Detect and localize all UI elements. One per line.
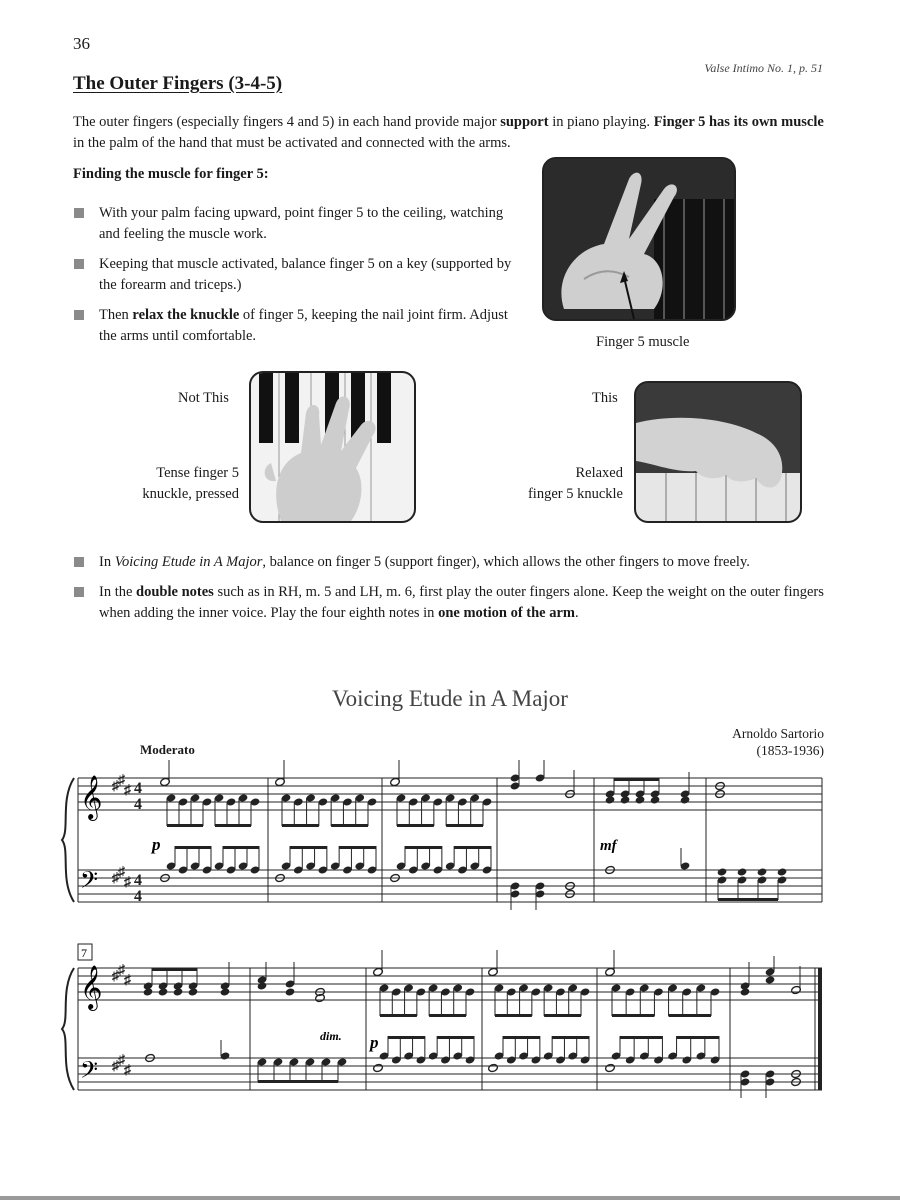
svg-text:4: 4	[134, 872, 142, 889]
note-beam	[614, 778, 659, 781]
note-beam	[552, 1036, 589, 1039]
list-item: In the double notes such as in RH, m. 5 and LH, m. 6, first play the outer fingers alone. Keep the weight on the outer fingers when adding the inner voice. Play the four eighth notes in one motion of the arm.	[73, 582, 825, 624]
svg-text:4: 4	[134, 888, 142, 905]
this-caption: Relaxed finger 5 knuckle	[527, 465, 623, 502]
tempo-marking: Moderato	[140, 742, 195, 757]
note-beam	[544, 1014, 581, 1017]
bass-clef-icon: 𝄢	[80, 1056, 99, 1089]
svg-text:4: 4	[134, 796, 142, 813]
svg-text:dim.: dim.	[320, 1029, 342, 1043]
tips-list	[73, 552, 825, 633]
svg-text:♯: ♯	[124, 1063, 131, 1078]
not-this-caption: Tense finger 5 knuckle, pressed	[142, 465, 239, 502]
score-system-1	[62, 760, 822, 910]
note-head	[285, 987, 296, 996]
list-item: In Voicing Etude in A Major, balance on finger 5 (support finger), which allows the other fingers to move freely.	[73, 552, 825, 573]
note-beam	[718, 898, 778, 901]
square-bullet-icon	[74, 310, 84, 320]
music-score	[0, 750, 900, 1190]
svg-text:♯: ♯	[112, 1059, 119, 1074]
svg-text:♯: ♯	[112, 779, 119, 794]
note-beam	[380, 1014, 417, 1017]
treble-clef-icon: 𝄞	[80, 965, 103, 1009]
svg-text:♯: ♯	[124, 875, 131, 890]
finger-muscle-photo	[542, 157, 736, 321]
note-head	[605, 1063, 616, 1072]
list-item: Then relax the knuckle of finger 5, keeping the nail joint firm. Adjust the arms until comfortable.	[73, 305, 513, 347]
note-head	[757, 867, 768, 876]
note-beam	[495, 1014, 532, 1017]
note-beam	[669, 1014, 711, 1017]
note-head	[765, 975, 776, 984]
note-beam	[331, 824, 368, 827]
page-edge	[0, 1196, 900, 1200]
note-beam	[677, 1036, 719, 1039]
note-head	[717, 867, 728, 876]
note-beam	[454, 846, 491, 849]
note-head	[373, 1063, 384, 1072]
note-beam	[215, 824, 251, 827]
piece-title: Voicing Etude in A Major	[332, 686, 568, 711]
composer-credit: Arnoldo Sartorio (1853-1936)	[732, 726, 824, 758]
score-system-2	[62, 944, 822, 1098]
muscle-photo-caption: Finger 5 muscle	[596, 334, 690, 350]
note-head	[257, 981, 268, 990]
note-beam	[152, 968, 197, 971]
svg-text:♯: ♯	[118, 773, 125, 788]
note-beam	[175, 846, 211, 849]
note-beam	[405, 846, 442, 849]
note-beam	[258, 1080, 338, 1083]
square-bullet-icon	[74, 587, 84, 597]
steps-list	[73, 203, 513, 356]
svg-text:p: p	[152, 835, 161, 854]
list-item: With your palm facing upward, point finger 5 to the ceiling, watching and feeling the muscle work.	[73, 203, 513, 245]
svg-text:mf: mf	[600, 838, 617, 854]
intro-paragraph: The outer fingers (especially fingers 4 and 5) in each hand provide major support in piano playing. Finger 5 has its own muscle in the palm of the hand that must be activated and connected with the arms.	[73, 114, 824, 151]
svg-text:7: 7	[81, 946, 87, 960]
page-number: 36	[73, 34, 90, 53]
running-head: Valse Intimo No. 1, p. 51	[704, 61, 823, 75]
note-head	[488, 1063, 499, 1072]
svg-text:♯: ♯	[118, 1053, 125, 1068]
svg-text:♯: ♯	[118, 865, 125, 880]
list-item: Keeping that muscle activated, balance finger 5 on a key (supported by the forearm and triceps.)	[73, 254, 513, 296]
note-head	[777, 867, 788, 876]
svg-text:p: p	[370, 1033, 379, 1052]
treble-clef-icon: 𝄞	[80, 775, 103, 819]
note-beam	[167, 824, 203, 827]
relaxed-knuckle-photo	[634, 381, 802, 523]
svg-text:♯: ♯	[124, 973, 131, 988]
note-beam	[503, 1036, 540, 1039]
not-this-label: Not This	[178, 390, 229, 406]
note-beam	[429, 1014, 466, 1017]
svg-text:♯: ♯	[118, 963, 125, 978]
svg-text:♯: ♯	[112, 969, 119, 984]
subheading: Finding the muscle for finger 5:	[73, 166, 269, 182]
note-beam	[282, 824, 319, 827]
note-beam	[223, 846, 259, 849]
square-bullet-icon	[74, 208, 84, 218]
section-title: The Outer Fingers (3-4-5)	[73, 73, 283, 94]
bass-clef-icon: 𝄢	[80, 866, 99, 899]
this-label: This	[592, 390, 618, 406]
note-beam	[339, 846, 376, 849]
tense-knuckle-photo	[249, 371, 416, 523]
square-bullet-icon	[74, 557, 84, 567]
note-beam	[388, 1036, 425, 1039]
note-beam	[397, 824, 434, 827]
svg-text:4: 4	[134, 780, 142, 797]
note-beam	[437, 1036, 474, 1039]
note-head	[737, 867, 748, 876]
note-beam	[290, 846, 327, 849]
square-bullet-icon	[74, 259, 84, 269]
svg-text:♯: ♯	[124, 783, 131, 798]
note-beam	[620, 1036, 662, 1039]
note-beam	[446, 824, 483, 827]
svg-text:♯: ♯	[112, 871, 119, 886]
note-beam	[612, 1014, 654, 1017]
